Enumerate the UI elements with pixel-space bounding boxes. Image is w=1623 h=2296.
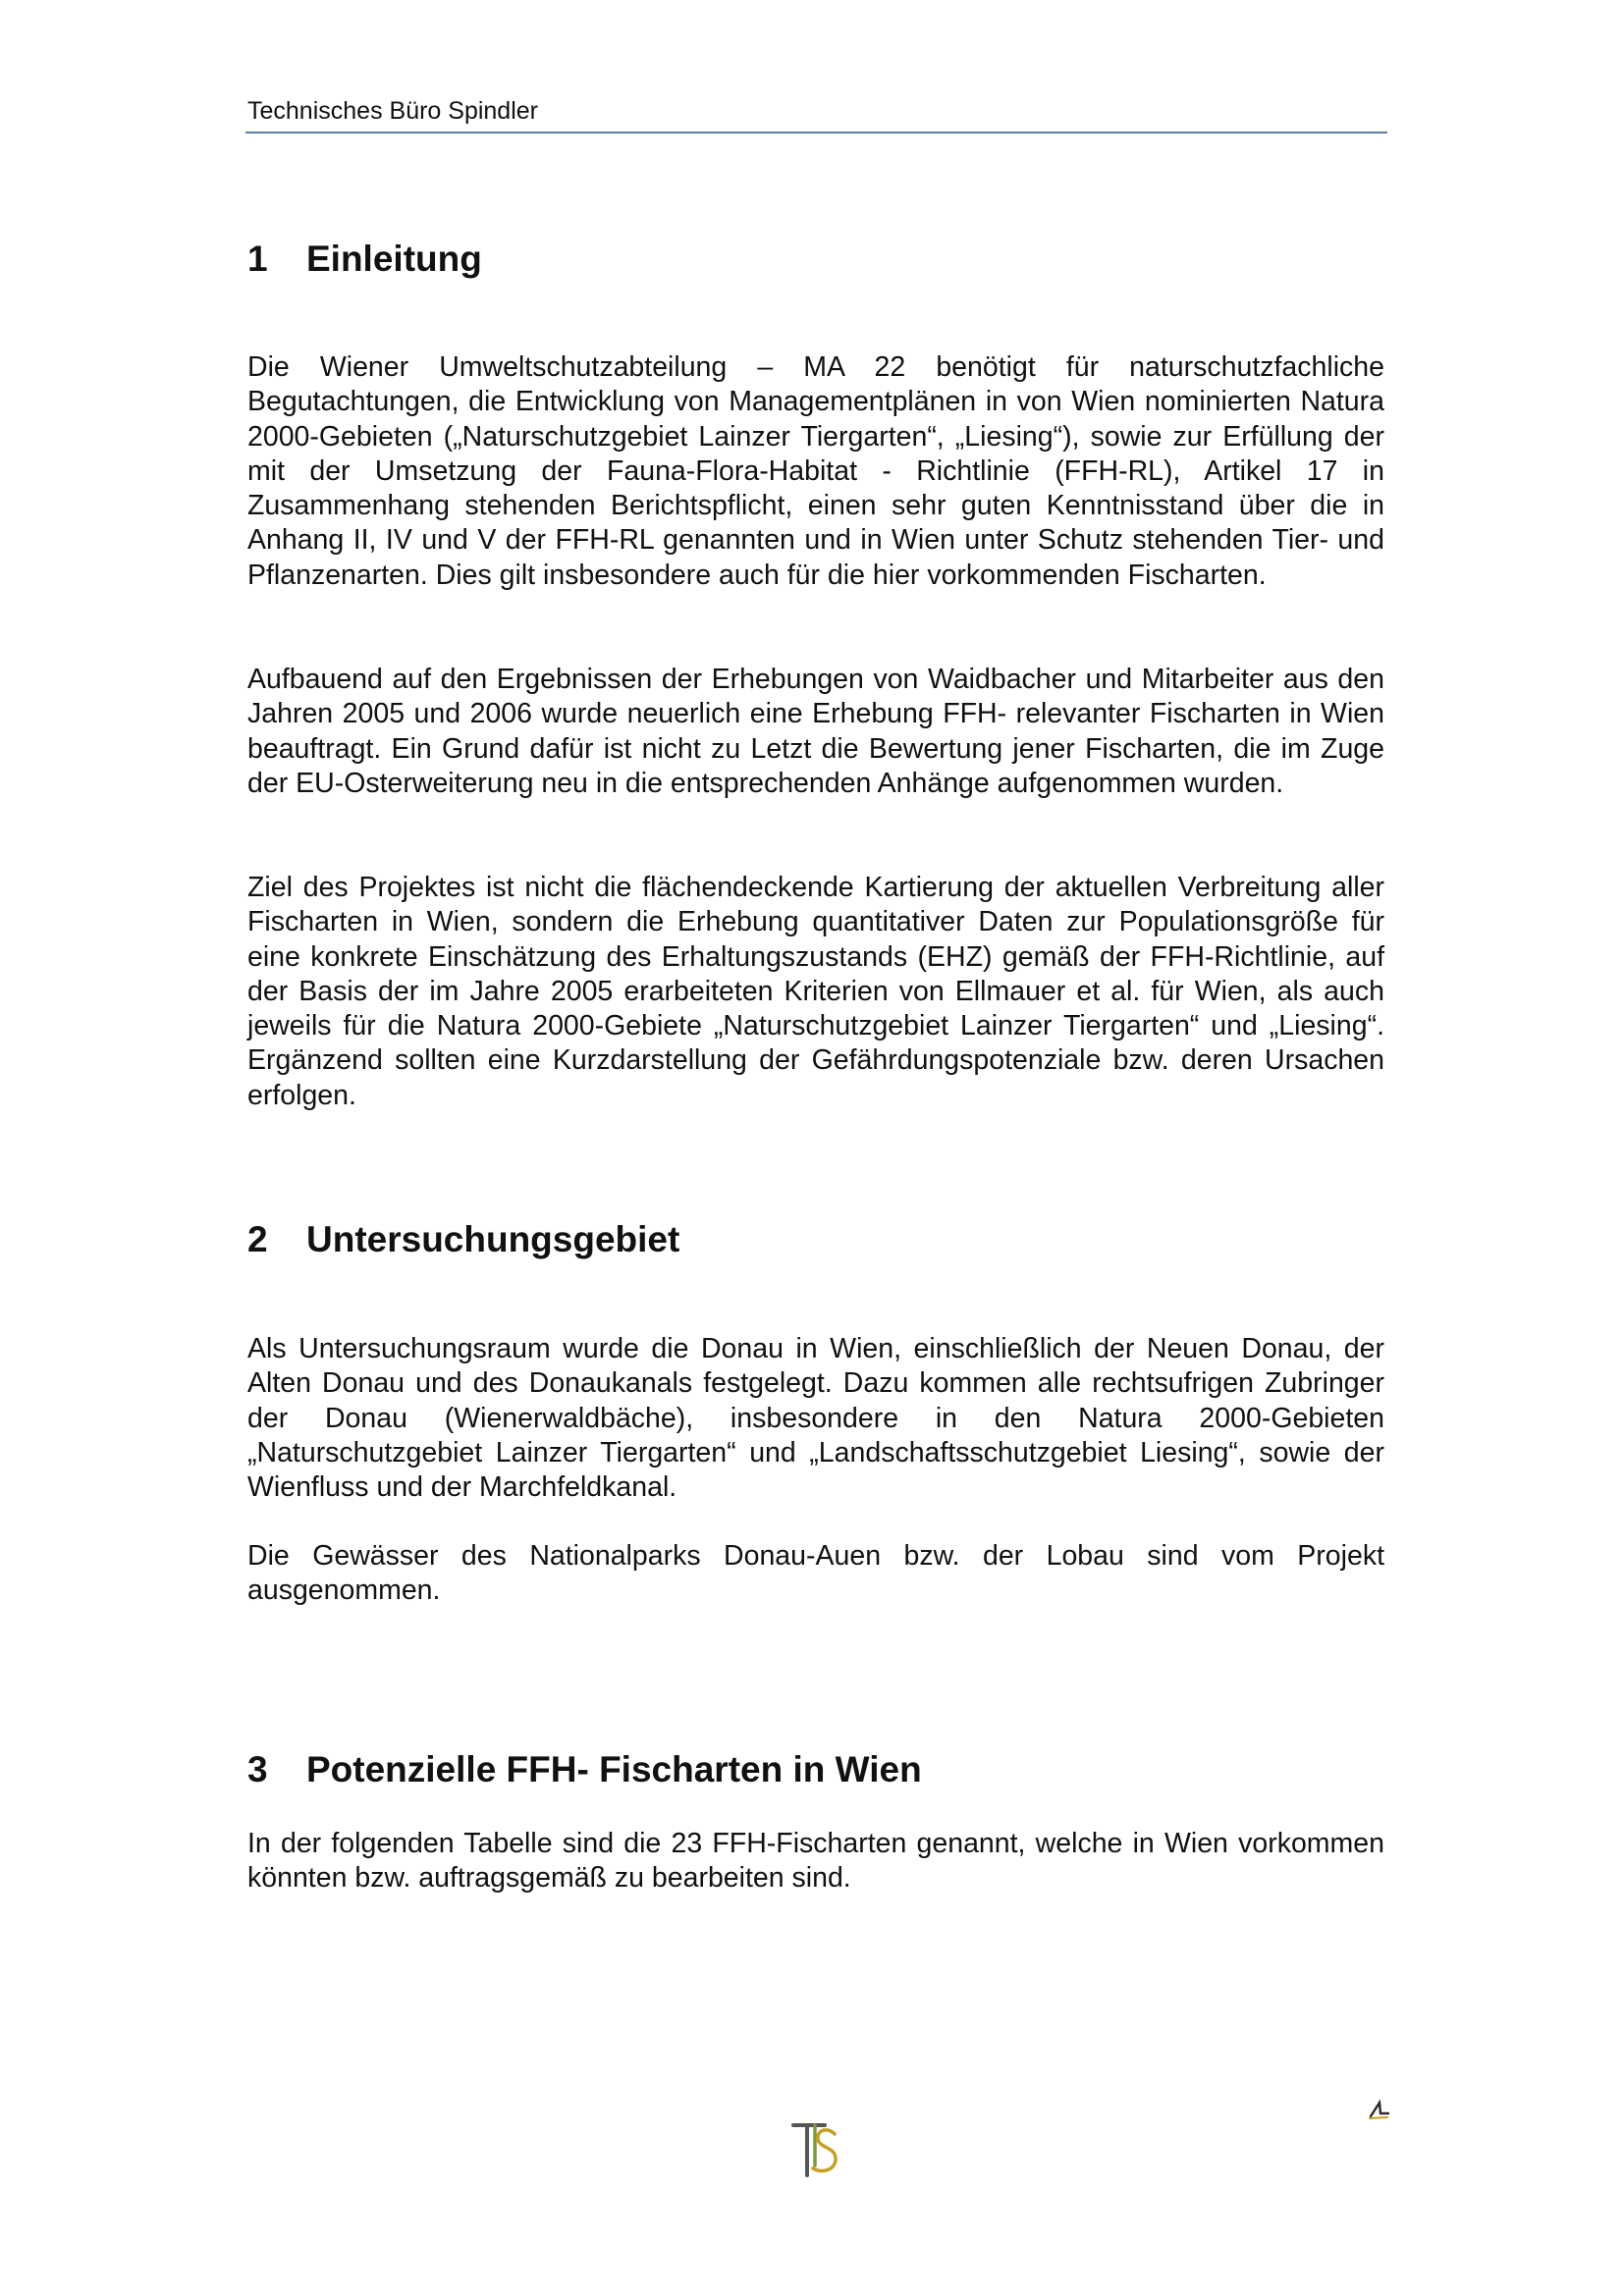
section-1-paragraph-1: Die Wiener Umweltschutzabteilung – MA 22 benötigt für naturschutzfachliche Begutachtungen, die Entwicklung von Managementplänen in von Wien nominierten Natura 2000-Gebieten („Naturschutzgebiet Lainzer Tiergarten“, „Liesing“), sowie zur Erfüllung der mit der Umsetzung der Fauna-Flora-Habitat - Richtlinie (FFH-RL), Artikel 17 in Zusammenhang stehenden Berichtspflicht, einen sehr guten Kenntnisstand über die in Anhang II, IV und V der FFH-RL genannten und in Wien unter Schutz stehenden Tier- und Pflanzenarten. Dies gilt insbesondere auch für die hier vorkommenden Fischarten. [247,351,1384,591]
section-1-paragraph-3: Ziel des Projektes ist nicht die flächendeckende Kartierung der aktuellen Verbreitung aller Fischarten in Wien, sondern die Erhebung quantitativer Daten zur Populationsgröße für eine konkrete Einschätzung des Erhaltungszustands (EHZ) gemäß der FFH-Richtlinie, auf der Basis der im Jahre 2005 erarbeiteten Kriterien von Ellmauer et al. für Wien, als auch jeweils für die Natura 2000-Gebiete „Naturschutzgebiet Lainzer Tiergarten“ und „Liesing“. Ergänzend sollten eine Kurzdarstellung der Gefährdungspotenziale bzw. deren Ursachen erfolgen. [247,872,1384,1111]
section-number: 1 [247,239,268,279]
section-title: Einleitung [306,239,482,279]
section-title: Potenzielle FFH- Fischarten in Wien [306,1749,922,1789]
section-2-paragraph-2: Die Gewässer des Nationalparks Donau-Auen bzw. der Lobau sind vom Projekt ausgenommen. [247,1540,1384,1607]
section-3-paragraph-1: In der folgenden Tabelle sind die 23 FFH-Fischarten genannt, welche in Wien vorkommen könnten bzw. auftragsgemäß zu bearbeiten sind. [247,1828,1384,1895]
section-1-paragraph-2: Aufbauend auf den Ergebnissen der Erhebungen von Waidbacher und Mitarbeiter aus den Jahren 2005 und 2006 wurde neuerlich eine Erhebung FFH- relevanter Fischarten in Wien beauftragt. Ein Grund dafür ist nicht zu Letzt die Bewertung jener Fischarten, die im Zuge der EU-Osterweiterung neu in die entsprechenden Anhänge aufgenommen wurden. [247,664,1384,799]
page-number-icon [1367,2099,1390,2120]
section-3-heading [247,1748,922,1791]
section-number: 3 [247,1749,268,1789]
section-2-paragraph-1: Als Untersuchungsraum wurde die Donau in Wien, einschließlich der Neuen Donau, der Alten Donau und des Donaukanals festgelegt. Dazu kommen alle rechtsufrigen Zubringer der Donau (Wienerwaldbäche), insbesondere in den Natura 2000-Gebieten „Naturschutzgebiet Lainzer Tiergarten“ und „Landschaftsschutzgebiet Liesing“, sowie der Wienfluss und der Marchfeldkanal. [247,1333,1384,1504]
section-title: Untersuchungsgebiet [306,1219,680,1259]
section-2-heading [247,1218,679,1261]
section-number: 2 [247,1219,268,1259]
header-company: Technisches Büro Spindler [247,97,538,125]
section-1-heading [247,238,482,281]
tbs-logo-icon [791,2120,840,2181]
page-header [245,94,1387,133]
